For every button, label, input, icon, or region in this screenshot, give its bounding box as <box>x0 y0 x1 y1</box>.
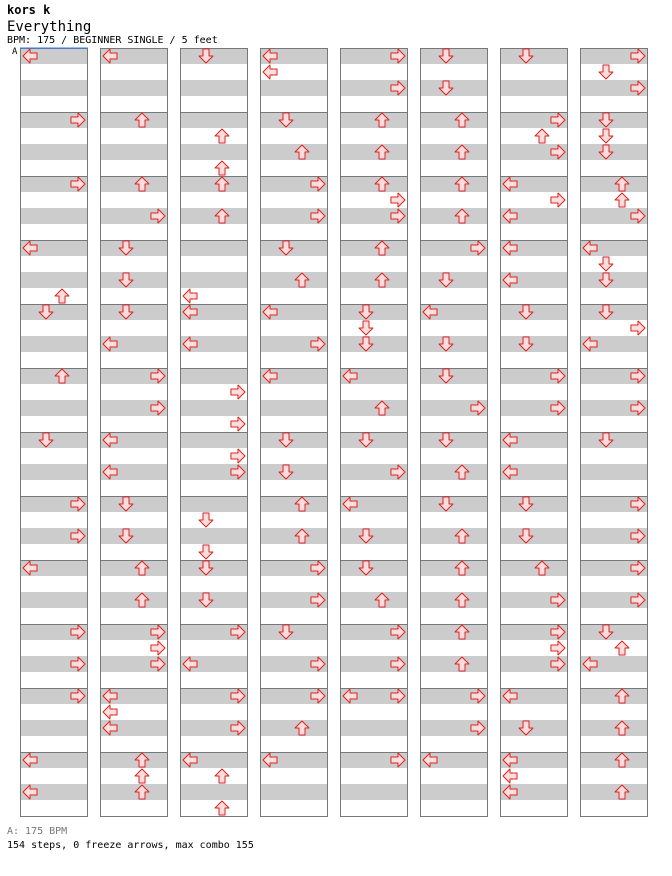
beat-stripe <box>500 560 568 576</box>
beat-stripe <box>180 112 248 128</box>
measure <box>500 304 568 369</box>
step-arrow-left <box>503 769 517 783</box>
measure <box>260 560 328 625</box>
measure <box>180 752 248 817</box>
measure <box>20 752 88 817</box>
measure <box>340 48 408 113</box>
beat-stripe <box>420 336 488 352</box>
beat-stripe <box>260 496 328 512</box>
step-arrow-left <box>263 65 277 79</box>
beat-stripe <box>100 784 168 800</box>
measure <box>580 176 648 241</box>
measure <box>580 304 648 369</box>
chart-info: BPM: 175 / BEGINNER SINGLE / 5 feet <box>7 35 218 46</box>
step-arrow-right <box>391 193 405 207</box>
beat-stripe <box>420 208 488 224</box>
measure <box>260 624 328 689</box>
measure <box>100 624 168 689</box>
beat-stripe <box>580 144 648 160</box>
measure <box>340 240 408 305</box>
beat-stripe <box>580 432 648 448</box>
measure <box>180 48 248 113</box>
beat-stripe <box>260 240 328 256</box>
beat-stripe <box>180 400 248 416</box>
step-arrow-left <box>183 289 197 303</box>
measure <box>20 368 88 433</box>
beat-stripe <box>340 112 408 128</box>
measure <box>100 304 168 369</box>
measure <box>420 240 488 305</box>
measure <box>500 368 568 433</box>
measure <box>260 176 328 241</box>
beat-stripe <box>20 720 88 736</box>
bpm-section-label: A <box>12 47 18 57</box>
beat-stripe <box>340 240 408 256</box>
beat-stripe <box>420 784 488 800</box>
measure <box>420 432 488 497</box>
beat-stripe <box>100 752 168 768</box>
beat-stripe <box>340 336 408 352</box>
beat-stripe <box>100 560 168 576</box>
measure <box>580 432 648 497</box>
measure <box>500 688 568 753</box>
measure <box>340 688 408 753</box>
step-arrow-right <box>231 417 245 431</box>
measure <box>420 112 488 177</box>
beat-stripe <box>580 624 648 640</box>
step-arrow-right <box>231 385 245 399</box>
beat-stripe <box>340 720 408 736</box>
beat-stripe <box>20 336 88 352</box>
measure <box>180 496 248 561</box>
beat-stripe <box>580 688 648 704</box>
beat-stripe <box>20 592 88 608</box>
measure <box>260 240 328 305</box>
measure <box>420 624 488 689</box>
beat-stripe <box>340 592 408 608</box>
step-arrow-up <box>215 129 229 143</box>
beat-stripe <box>260 144 328 160</box>
beat-stripe <box>180 144 248 160</box>
artist-name: kors k <box>7 3 51 17</box>
beat-stripe <box>340 176 408 192</box>
beat-stripe <box>260 80 328 96</box>
measure <box>340 624 408 689</box>
beat-stripe <box>260 528 328 544</box>
beat-stripe <box>180 176 248 192</box>
measure <box>260 752 328 817</box>
measure <box>100 48 168 113</box>
beat-stripe <box>260 112 328 128</box>
step-arrow-down <box>599 129 613 143</box>
measure <box>100 496 168 561</box>
beat-stripe <box>260 272 328 288</box>
measure <box>500 48 568 113</box>
measure <box>100 176 168 241</box>
measure <box>260 368 328 433</box>
song-title: Everything <box>7 19 92 35</box>
beat-stripe <box>340 400 408 416</box>
measure <box>420 496 488 561</box>
beat-stripe <box>180 496 248 512</box>
measure <box>420 304 488 369</box>
beat-stripe <box>580 752 648 768</box>
measure <box>340 368 408 433</box>
measure <box>20 560 88 625</box>
beat-stripe <box>20 400 88 416</box>
step-arrow-right <box>151 641 165 655</box>
beat-stripe <box>420 592 488 608</box>
measure <box>420 560 488 625</box>
beat-stripe <box>100 528 168 544</box>
measure <box>20 176 88 241</box>
measure <box>100 752 168 817</box>
step-arrow-up <box>215 769 229 783</box>
measure <box>180 112 248 177</box>
measure <box>100 368 168 433</box>
beat-stripe <box>180 80 248 96</box>
beat-stripe <box>580 176 648 192</box>
measure <box>100 112 168 177</box>
beat-stripe <box>500 496 568 512</box>
measure <box>580 688 648 753</box>
beat-stripe <box>180 48 248 64</box>
beat-stripe <box>100 496 168 512</box>
measure <box>180 688 248 753</box>
measure <box>20 496 88 561</box>
measure <box>20 304 88 369</box>
beat-stripe <box>180 272 248 288</box>
beat-stripe <box>420 48 488 64</box>
beat-stripe <box>420 656 488 672</box>
beat-stripe <box>420 176 488 192</box>
measure <box>340 176 408 241</box>
measure <box>100 240 168 305</box>
measure <box>580 496 648 561</box>
measure <box>100 560 168 625</box>
step-arrow-right <box>231 449 245 463</box>
step-arrow-up <box>55 289 69 303</box>
beat-stripe <box>340 560 408 576</box>
beat-stripe <box>500 304 568 320</box>
beat-stripe <box>500 80 568 96</box>
measure <box>20 624 88 689</box>
measure <box>500 176 568 241</box>
measure <box>340 112 408 177</box>
measure <box>580 624 648 689</box>
measure <box>580 240 648 305</box>
beat-stripe <box>20 464 88 480</box>
beat-stripe <box>180 528 248 544</box>
measure <box>500 560 568 625</box>
measure <box>420 752 488 817</box>
measure <box>260 48 328 113</box>
beat-stripe <box>100 304 168 320</box>
measure <box>180 560 248 625</box>
beat-stripe <box>340 784 408 800</box>
beat-stripe <box>180 208 248 224</box>
beat-stripe <box>260 784 328 800</box>
beat-stripe <box>20 432 88 448</box>
measure <box>580 560 648 625</box>
beat-stripe <box>420 144 488 160</box>
measure <box>500 624 568 689</box>
beat-stripe <box>260 720 328 736</box>
beat-stripe <box>100 144 168 160</box>
measure <box>100 688 168 753</box>
measure <box>260 304 328 369</box>
beat-stripe <box>100 240 168 256</box>
beat-stripe <box>20 368 88 384</box>
beat-stripe <box>20 272 88 288</box>
step-arrow-up <box>135 769 149 783</box>
measure <box>180 624 248 689</box>
beat-stripe <box>100 272 168 288</box>
beat-stripe <box>580 720 648 736</box>
measure <box>500 752 568 817</box>
beat-stripe <box>340 528 408 544</box>
measure <box>420 176 488 241</box>
beat-stripe <box>420 112 488 128</box>
beat-stripe <box>580 304 648 320</box>
measure <box>20 688 88 753</box>
beat-stripe <box>340 272 408 288</box>
beat-stripe <box>580 784 648 800</box>
measure <box>340 752 408 817</box>
measure <box>580 368 648 433</box>
measure <box>180 240 248 305</box>
measure <box>500 240 568 305</box>
step-arrow-down <box>599 257 613 271</box>
step-arrow-up <box>535 129 549 143</box>
step-arrow-right <box>631 321 645 335</box>
measure <box>500 432 568 497</box>
step-arrow-down <box>599 65 613 79</box>
measure <box>180 304 248 369</box>
step-arrow-up <box>615 193 629 207</box>
measure <box>100 432 168 497</box>
measure <box>340 560 408 625</box>
measure <box>260 688 328 753</box>
measure <box>180 176 248 241</box>
measure <box>260 496 328 561</box>
beat-stripe <box>420 624 488 640</box>
step-arrow-down <box>199 545 213 559</box>
step-arrow-left <box>103 705 117 719</box>
beat-stripe <box>420 368 488 384</box>
step-arrow-up <box>215 161 229 175</box>
measure <box>580 48 648 113</box>
beat-stripe <box>420 496 488 512</box>
beat-stripe <box>180 432 248 448</box>
measure <box>260 432 328 497</box>
beat-stripe <box>260 400 328 416</box>
measure <box>580 112 648 177</box>
measure <box>420 368 488 433</box>
beat-stripe <box>340 304 408 320</box>
beat-stripe <box>180 240 248 256</box>
beat-stripe <box>100 176 168 192</box>
beat-stripe <box>580 112 648 128</box>
beat-stripe <box>20 144 88 160</box>
measure <box>20 432 88 497</box>
beat-stripe <box>420 272 488 288</box>
beat-stripe <box>580 272 648 288</box>
beat-stripe <box>340 432 408 448</box>
measure <box>580 752 648 817</box>
step-stats: 154 steps, 0 freeze arrows, max combo 155 <box>7 840 254 851</box>
step-arrow-right <box>551 641 565 655</box>
measure <box>340 304 408 369</box>
measure <box>260 112 328 177</box>
measure <box>420 688 488 753</box>
beat-stripe <box>580 464 648 480</box>
beat-stripe <box>420 432 488 448</box>
step-arrow-down <box>199 513 213 527</box>
measure <box>340 496 408 561</box>
beat-stripe <box>260 464 328 480</box>
beat-stripe <box>500 528 568 544</box>
step-arrow-right <box>551 193 565 207</box>
measure <box>20 48 88 113</box>
bpm-legend: A: 175 BPM <box>7 826 68 837</box>
measure <box>180 432 248 497</box>
beat-stripe <box>180 368 248 384</box>
beat-stripe <box>100 80 168 96</box>
step-arrow-down <box>359 321 373 335</box>
beat-stripe <box>500 48 568 64</box>
beat-stripe <box>420 80 488 96</box>
beat-stripe <box>100 592 168 608</box>
beat-stripe <box>180 784 248 800</box>
beat-stripe <box>420 528 488 544</box>
step-arrow-up <box>215 801 229 815</box>
beat-stripe <box>100 112 168 128</box>
beat-stripe <box>420 464 488 480</box>
measure <box>500 496 568 561</box>
beat-stripe <box>20 208 88 224</box>
beat-stripe <box>500 336 568 352</box>
beat-stripe <box>260 432 328 448</box>
measure <box>340 432 408 497</box>
beat-stripe <box>500 720 568 736</box>
measure <box>180 368 248 433</box>
beat-stripe <box>340 144 408 160</box>
beat-stripe <box>20 304 88 320</box>
step-arrow-up <box>615 641 629 655</box>
beat-stripe <box>260 624 328 640</box>
beat-stripe <box>180 592 248 608</box>
beat-stripe <box>180 560 248 576</box>
measure <box>420 48 488 113</box>
measure <box>20 240 88 305</box>
beat-stripe <box>20 80 88 96</box>
measure <box>500 112 568 177</box>
measure <box>20 112 88 177</box>
beat-stripe <box>420 560 488 576</box>
